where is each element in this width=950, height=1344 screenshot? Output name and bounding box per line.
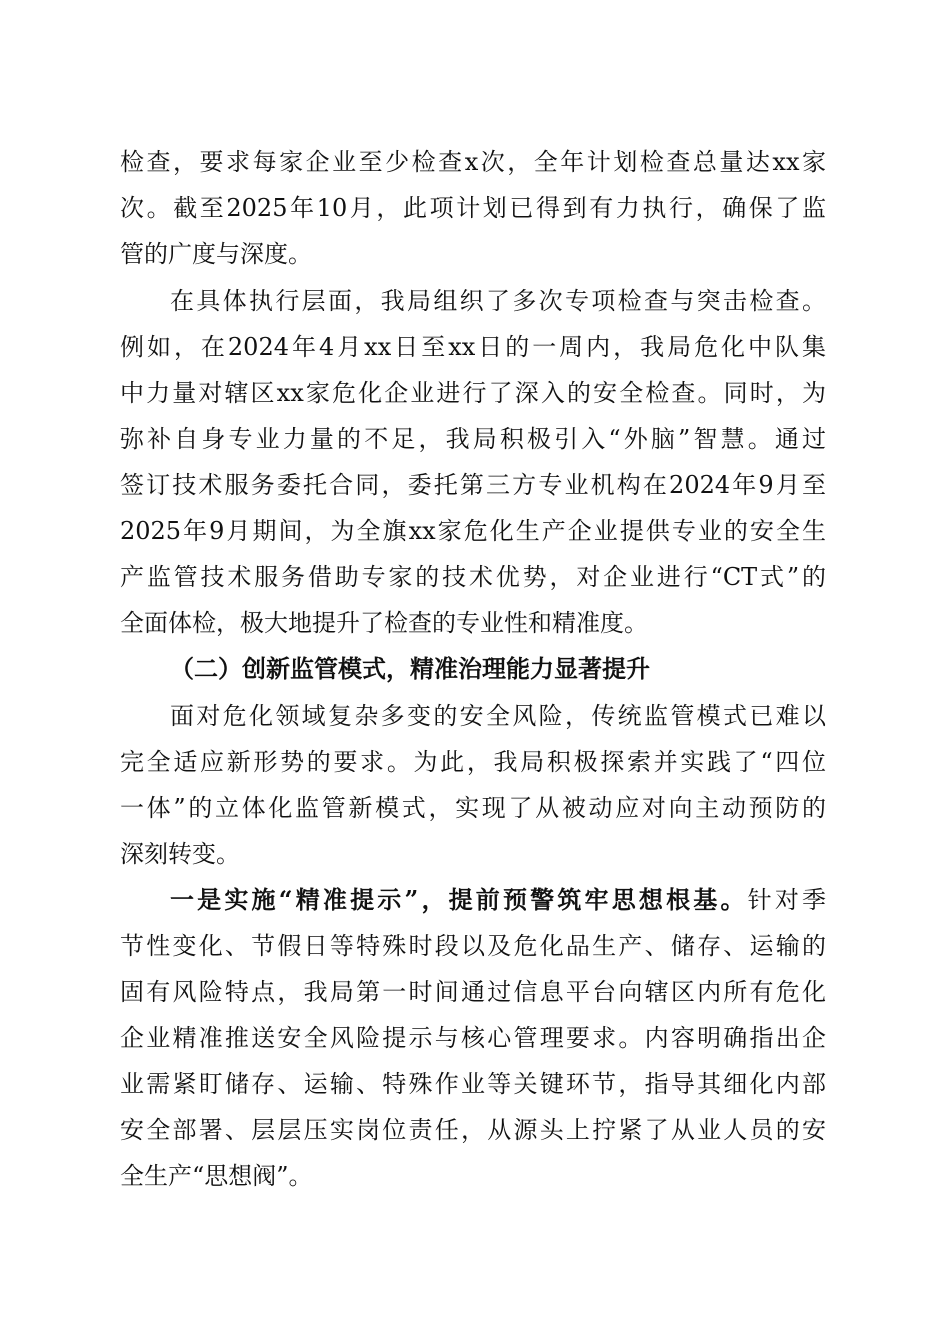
paragraph-3-line-3: 一体”的立体化监管新模式，实现了从被动应对向主动预防的: [120, 794, 826, 822]
paragraph-2-line-4: 弥补自身专业力量的不足，我局积极引入“外脑”智慧。通过: [120, 425, 826, 453]
paragraph-1-line-1: 检查，要求每家企业至少检查x次，全年计划检查总量达xx家: [120, 148, 826, 176]
paragraph-4-line-6: 安全部署、层层压实岗位责任，从源头上拧紧了从业人员的安: [120, 1116, 826, 1144]
paragraph-4-line-2: 节性变化、节假日等特殊时段以及危化品生产、储存、运输的: [120, 932, 826, 960]
paragraph-2-line-3: 中力量对辖区xx家危化企业进行了深入的安全检查。同时，为: [120, 379, 826, 407]
paragraph-2-line-8: 全面体检，极大地提升了检查的专业性和精准度。: [120, 609, 648, 637]
paragraph-2-line-1: 在具体执行层面，我局组织了多次专项检查与突击检查。: [170, 287, 826, 315]
paragraph-1-line-2: 次。截至2025年10月，此项计划已得到有力执行，确保了监: [120, 194, 826, 222]
section-heading: （二）创新监管模式，精准治理能力显著提升: [170, 654, 650, 683]
paragraph-4-line-7: 全生产“思想阀”。: [120, 1162, 313, 1190]
paragraph-3-line-4: 深刻转变。: [120, 840, 240, 868]
paragraph-4-line-1: [170, 884, 826, 916]
paragraph-4-line-4: 企业精准推送安全风险提示与核心管理要求。内容明确指出企: [120, 1024, 826, 1052]
paragraph-3-line-1: 面对危化领域复杂多变的安全风险，传统监管模式已难以: [170, 702, 826, 730]
paragraph-2-line-5: 签订技术服务委托合同，委托第三方专业机构在2024年9月至: [120, 471, 826, 499]
paragraph-2-line-6: 2025年9月期间，为全旗xx家危化生产企业提供专业的安全生: [120, 517, 826, 545]
paragraph-4-line-3: 固有风险特点，我局第一时间通过信息平台向辖区内所有危化: [120, 978, 826, 1006]
paragraph-3-line-2: 完全适应新形势的要求。为此，我局积极探索并实践了“四位: [120, 748, 826, 776]
paragraph-4-line-1-rest: 针对季: [747, 886, 827, 914]
paragraph-4-line-5: 业需紧盯储存、运输、特殊作业等关键环节，指导其细化内部: [120, 1070, 826, 1098]
paragraph-2-line-7: 产监管技术服务借助专家的技术优势，对企业进行“CT式”的: [120, 563, 826, 591]
paragraph-2-line-2: 例如，在2024年4月xx日至xx日的一周内，我局危化中队集: [120, 333, 826, 361]
paragraph-1-line-3: 管的广度与深度。: [120, 240, 312, 268]
paragraph-4-lead-sentence: 一是实施“精准提示”，提前预警筑牢思想根基。: [170, 885, 748, 914]
